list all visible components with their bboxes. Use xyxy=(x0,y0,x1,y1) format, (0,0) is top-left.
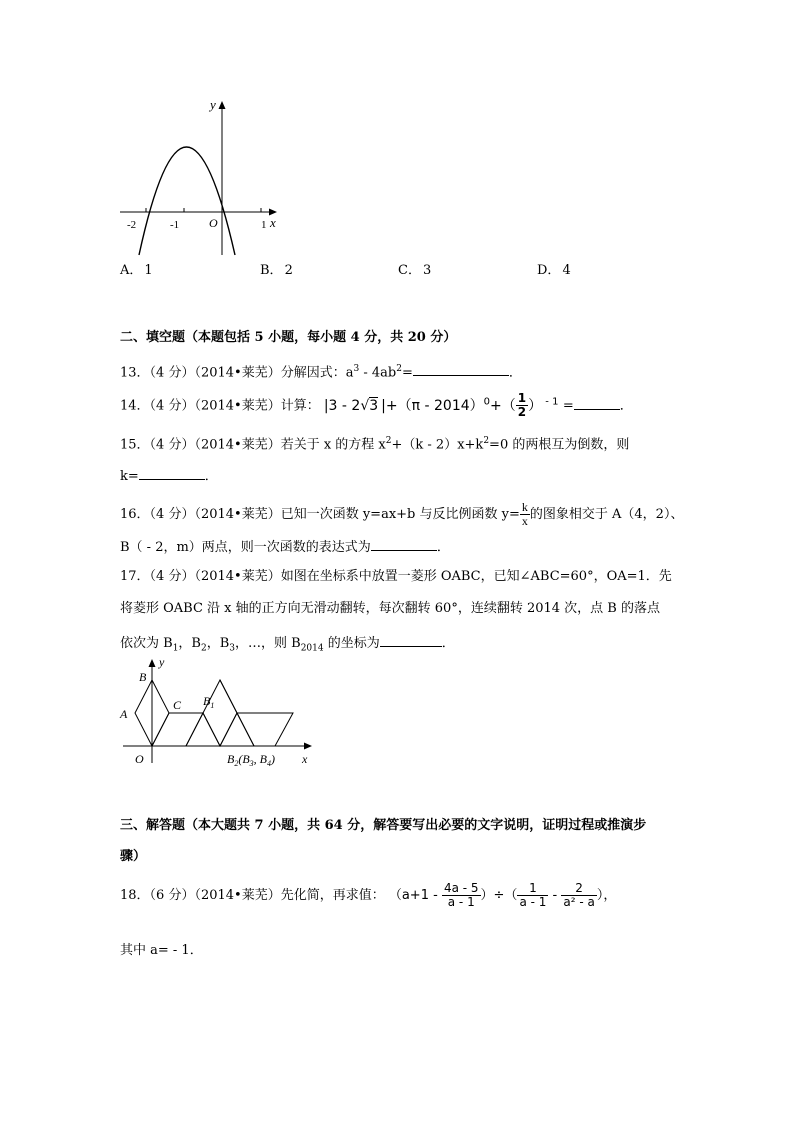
question-text: k= xyxy=(120,469,139,484)
fraction xyxy=(561,882,596,909)
sqrt-sign: √ xyxy=(360,397,370,414)
question-text: ． xyxy=(619,398,633,414)
option-value: 2 xyxy=(284,263,293,278)
math-expression xyxy=(388,881,617,909)
subscript: 3 xyxy=(229,643,236,654)
question-text: ，B xyxy=(178,636,201,651)
fraction-one-half xyxy=(516,392,528,419)
question-17-line2: 将菱形 OABC 沿 x 轴的正方向无滑动翻转，每次翻转 60°，连续翻转 2014 次，点 B 的落点 xyxy=(120,601,660,616)
rolled-rhombus-edge xyxy=(237,713,254,746)
question-text: ，B xyxy=(206,636,230,651)
option-a[interactable] xyxy=(120,263,153,279)
question-16-line2 xyxy=(120,537,450,556)
numerator: 1 xyxy=(517,882,548,896)
denominator: a - 1 xyxy=(519,895,547,909)
denominator: x xyxy=(521,514,528,528)
question-text: ． xyxy=(508,365,522,381)
math-text: - xyxy=(548,888,562,903)
question-text: B（ - 2，m）两点，则一次函数的表达式为 xyxy=(120,540,371,555)
denominator: a² - a xyxy=(563,895,595,909)
x-axis-label: x xyxy=(270,215,276,230)
question-15-line1 xyxy=(120,433,629,453)
y-axis-label: y xyxy=(210,97,216,112)
option-d[interactable] xyxy=(537,263,571,279)
question-text: 14．（4 分）（2014•莱芜）计算： xyxy=(120,398,320,414)
question-text: =0 的两根互为倒数，则 xyxy=(489,437,630,453)
answer-blank[interactable] xyxy=(574,396,620,410)
subscript: 2014 xyxy=(300,643,324,654)
question-text: 13．（4 分）（2014•莱芜）分解因式：a xyxy=(120,365,354,381)
denominator: a - 1 xyxy=(447,895,475,909)
option-c[interactable] xyxy=(398,263,431,279)
fraction xyxy=(517,882,548,909)
section-heading-cont: 骤） xyxy=(120,849,147,864)
numerator: 2 xyxy=(561,882,596,896)
superscript: 2 xyxy=(385,436,392,446)
point-label-a: A xyxy=(120,707,128,721)
point-label-b2-b3-b4: $B_2(B_3$, $B_4$) xyxy=(227,752,276,768)
math-text: ）， xyxy=(596,888,617,903)
question-text: - 4ab xyxy=(359,365,397,381)
superscript: 0 xyxy=(483,395,491,407)
math-expression xyxy=(323,391,563,419)
option-letter: A． xyxy=(120,263,143,278)
rolled-rhombus xyxy=(152,713,203,746)
rolled-rhombus-edge xyxy=(220,713,237,746)
rhombus-roll-figure xyxy=(115,655,315,770)
question-text: = xyxy=(401,365,413,381)
y-axis-arrow xyxy=(149,659,156,667)
sqrt-radicand: 3 xyxy=(369,397,379,414)
math-text: |3 - 2 xyxy=(323,397,361,414)
question-text: = xyxy=(562,398,574,414)
answer-blank[interactable] xyxy=(371,537,437,551)
section-heading: 二、填空题（本题包括 5 小题，每小题 4 分，共 20 分） xyxy=(120,330,457,345)
option-value: 3 xyxy=(422,263,432,278)
point-label-o: O xyxy=(135,752,144,766)
option-value: 4 xyxy=(562,263,571,278)
numerator: 1 xyxy=(517,391,527,405)
point-label-b1: $B_1$ xyxy=(203,694,215,710)
rolled-rhombus xyxy=(186,713,220,746)
question-text: 的图象相交于 A（4，2）、 xyxy=(529,507,684,522)
question-text: 16．（4 分）（2014•莱芜）已知一次函数 y=ax+b 与反比例函数 y= xyxy=(120,507,520,522)
option-letter: C． xyxy=(398,263,421,278)
point-label-b: B xyxy=(139,670,147,684)
point-label-c: C xyxy=(173,698,182,712)
question-text: 依次为 B xyxy=(120,636,173,651)
y-axis-arrow xyxy=(219,101,226,109)
answer-blank[interactable] xyxy=(139,466,205,480)
parabola-curve xyxy=(139,147,235,255)
question-18 xyxy=(120,882,616,909)
math-text: （a+1 - xyxy=(388,888,442,903)
question-text: ，…，则 B xyxy=(235,636,301,651)
question-text: 18．（6 分）（2014•莱芜）先化简，再求值： xyxy=(120,888,385,903)
math-text: |+（π - 2014） xyxy=(381,397,484,414)
origin-label: O xyxy=(209,216,218,230)
rolled-rhombus xyxy=(203,680,237,746)
option-letter: B． xyxy=(260,263,283,278)
option-letter: D． xyxy=(537,263,561,278)
subscript: 2 xyxy=(200,643,207,654)
superscript: 2 xyxy=(396,364,402,374)
option-b[interactable] xyxy=(260,263,293,279)
denominator: 2 xyxy=(517,405,527,419)
question-13 xyxy=(120,361,522,381)
math-text: ） xyxy=(528,397,543,414)
superscript: 2 xyxy=(483,436,490,446)
fraction-k-over-x xyxy=(520,501,530,528)
answer-blank[interactable] xyxy=(413,362,509,376)
tick-label: -1 xyxy=(170,219,180,231)
superscript: 3 xyxy=(353,364,360,374)
numerator: k xyxy=(521,500,528,514)
question-18-line2: 其中 a= - 1． xyxy=(120,943,203,958)
question-text: +（k - 2）x+k xyxy=(391,437,484,453)
math-text: ）÷（ xyxy=(480,888,518,903)
x-axis-label: x xyxy=(302,752,308,766)
superscript: - 1 xyxy=(542,395,559,407)
numerator: 4a - 5 xyxy=(443,881,479,895)
math-text: +（ xyxy=(490,397,516,414)
subscript: 1 xyxy=(172,643,179,654)
question-text: 15．（4 分）（2014•莱芜）若关于 x 的方程 x xyxy=(120,437,386,453)
question-16-line1 xyxy=(120,501,683,528)
question-15-line2 xyxy=(120,466,218,485)
x-axis-arrow xyxy=(304,743,312,750)
question-17-line3 xyxy=(120,633,455,657)
y-axis-label: y xyxy=(159,655,165,669)
question-14 xyxy=(120,392,633,419)
question-17-line1: 17．（4 分）（2014•莱芜）如图在坐标系中放置一菱形 OABC，已知∠ABC=60°，OA=1．先 xyxy=(120,569,672,584)
section-heading: 三、解答题（本大题共 7 小题，共 64 分，解答要写出必要的文字说明，证明过程或推演步 xyxy=(120,818,647,833)
parabola-graph xyxy=(115,95,290,260)
answer-blank[interactable] xyxy=(380,633,442,647)
question-text: ． xyxy=(441,636,455,651)
tick-label: -2 xyxy=(127,219,137,231)
question-text: 的坐标为 xyxy=(323,636,380,651)
fraction xyxy=(442,882,481,909)
question-text: ． xyxy=(204,469,218,484)
tick-label: 1 xyxy=(261,219,267,231)
question-text: ． xyxy=(436,540,450,555)
option-value: 1 xyxy=(144,263,153,278)
